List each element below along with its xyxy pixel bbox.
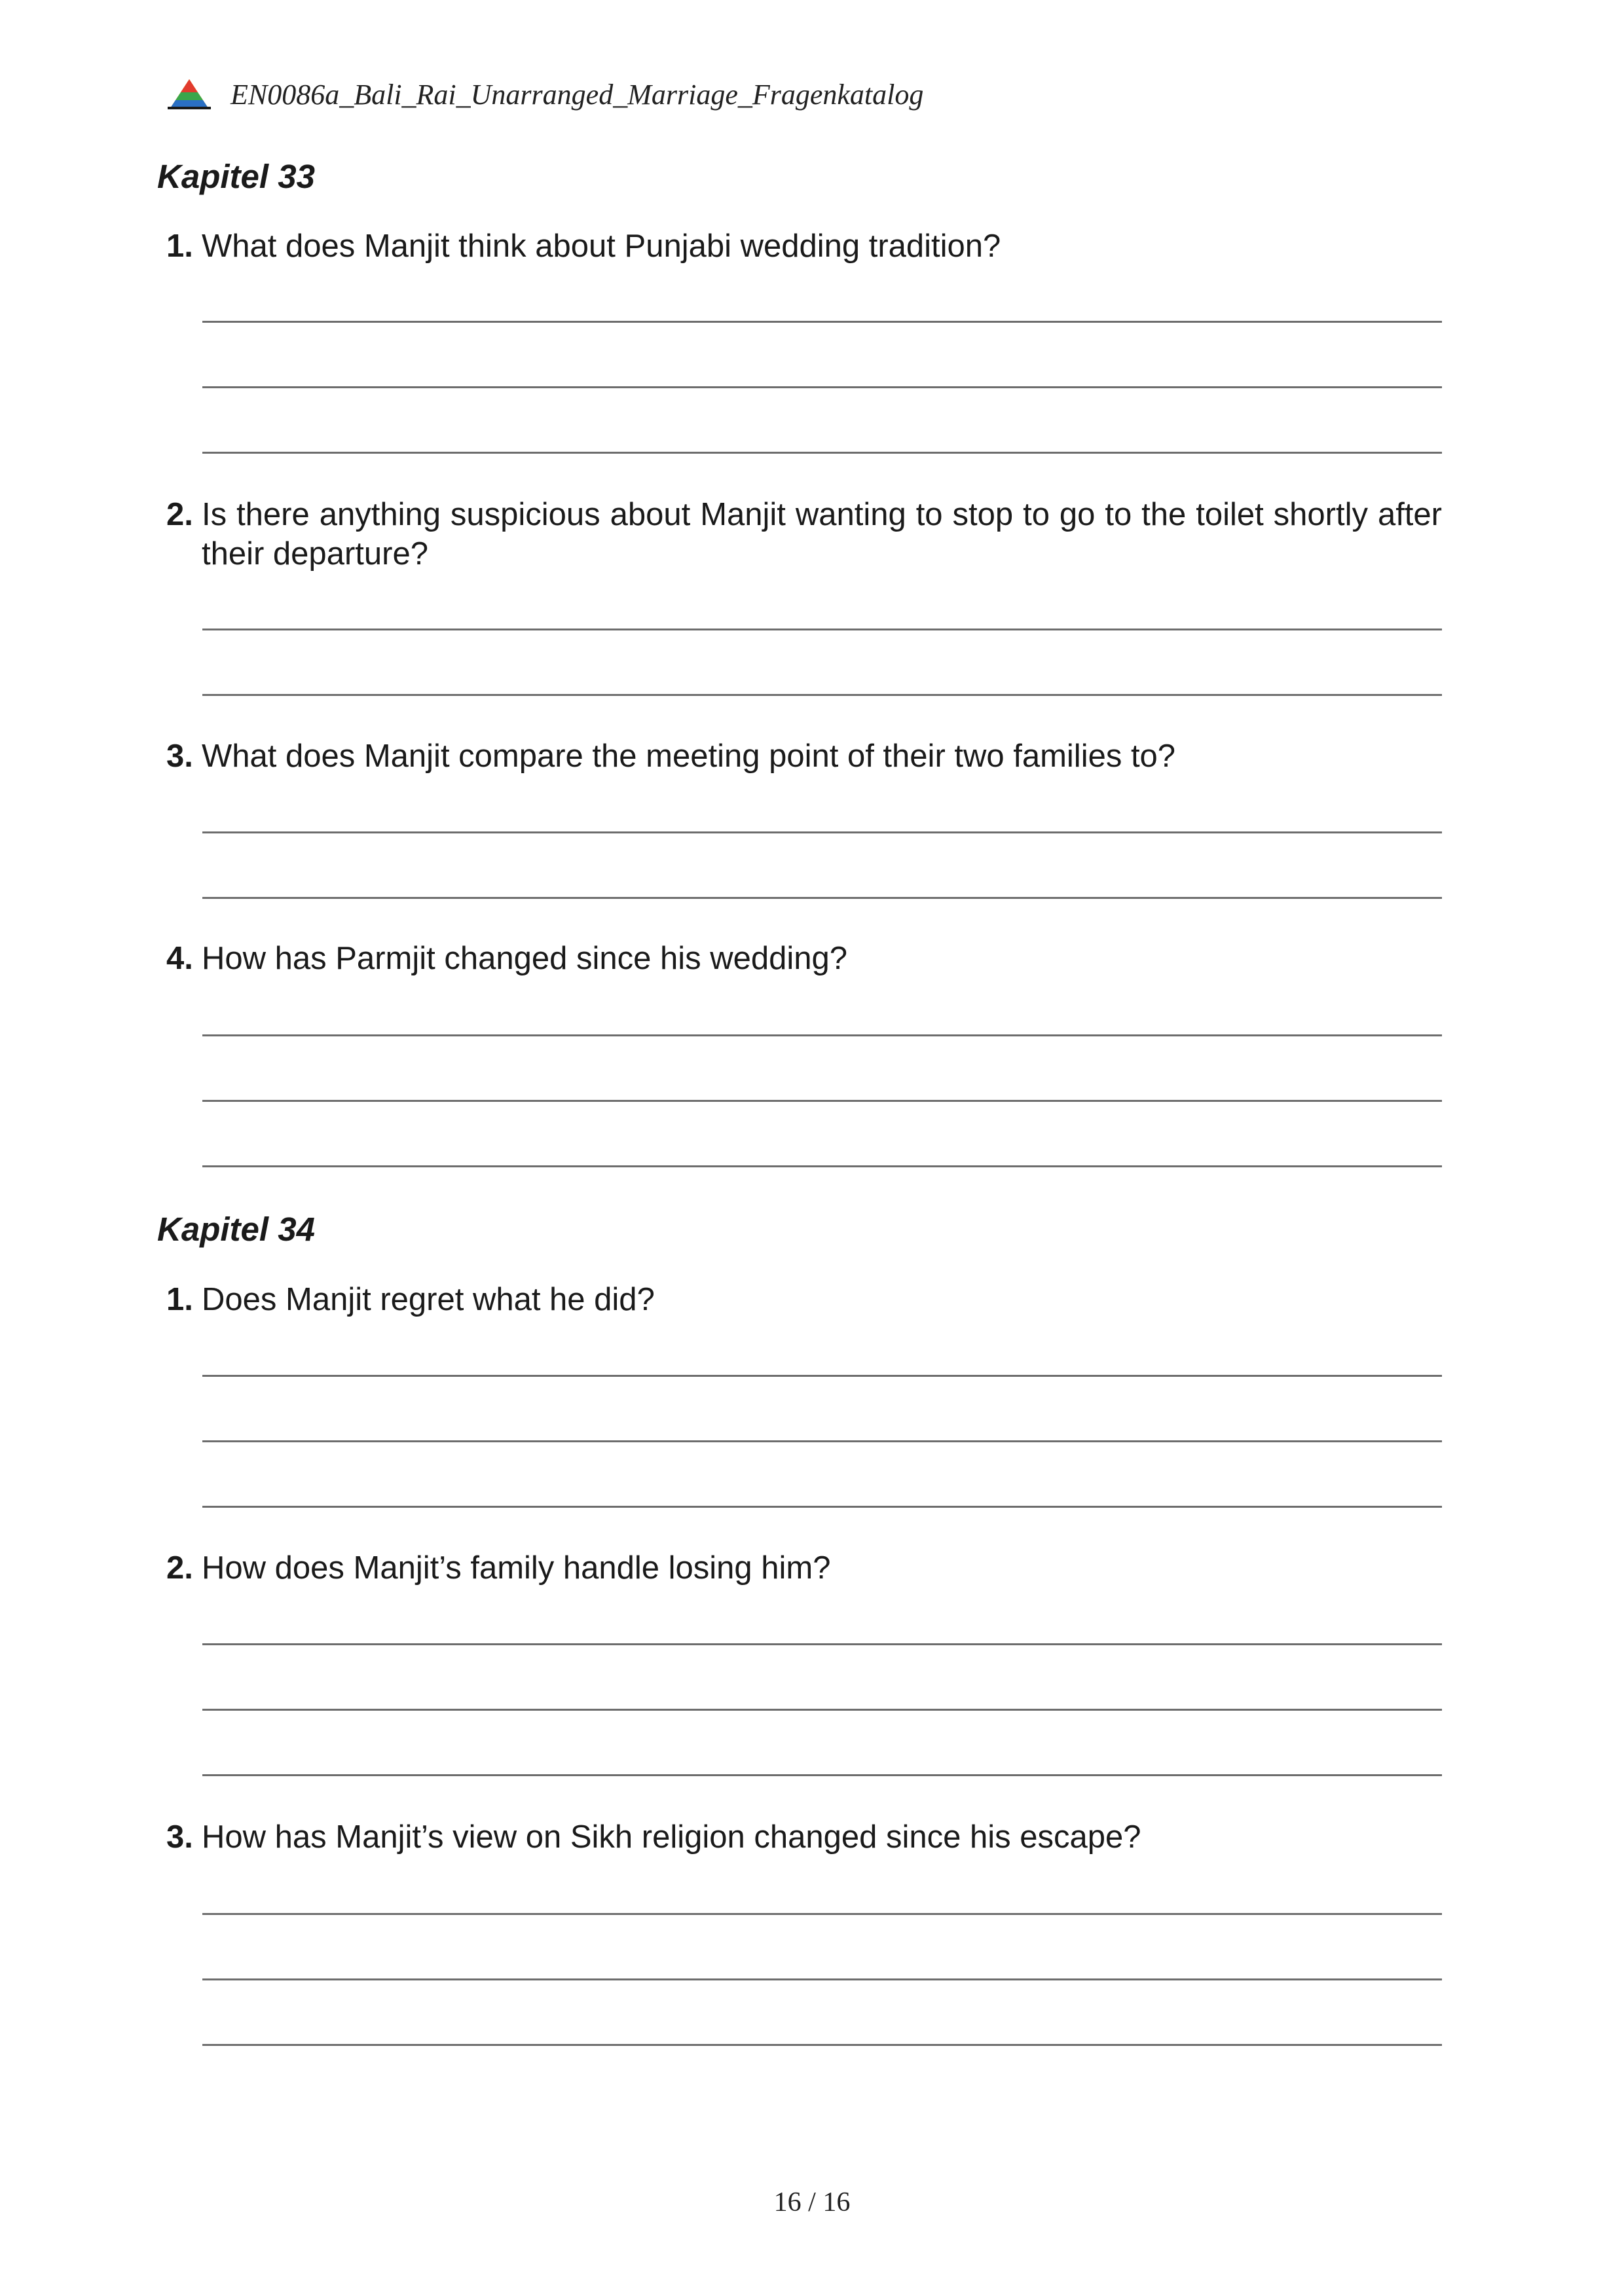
answer-line[interactable] [202,2044,1442,2046]
answer-line[interactable] [202,1978,1442,1980]
question [166,495,1442,574]
question [166,939,1442,978]
answer-line[interactable] [202,1913,1442,1915]
answer-line[interactable] [202,1774,1442,1776]
question [166,1280,1442,1319]
question [166,1817,1442,1857]
document-header [168,73,923,115]
question-number: 1. [166,1282,193,1317]
answer-line[interactable] [202,897,1442,899]
answer-line[interactable] [202,386,1442,388]
answer-line[interactable] [202,694,1442,696]
question-number: 3. [166,1819,193,1855]
question-text: What does Manjit think about Punjabi wedding tradition? [202,228,1001,264]
question-text: Does Manjit regret what he did? [202,1282,655,1317]
question [166,227,1442,266]
question-text: How does Manjit’s family handle losing him? [202,1550,831,1586]
question-number: 2. [166,1550,193,1586]
question-text: How has Manjit’s view on Sikh religion changed since his escape? [202,1819,1141,1855]
answer-line[interactable] [202,321,1442,323]
question [166,1548,1442,1588]
chapter-heading: Kapitel 33 [157,158,315,195]
page-number: 16 / 16 [773,2187,851,2217]
document-title: EN0086a_Bali_Rai_Unarranged_Marriage_Fragenkatalog [231,78,924,111]
question [166,737,1442,776]
answer-line[interactable] [202,1506,1442,1508]
answer-line[interactable] [202,1709,1442,1711]
question-number: 3. [166,738,193,774]
question-text: How has Parmjit changed since his wedding? [202,941,847,976]
answer-line[interactable] [202,452,1442,454]
answer-line[interactable] [202,1643,1442,1645]
question-text: What does Manjit compare the meeting point of their two families to? [202,738,1176,774]
answer-line[interactable] [202,1034,1442,1036]
answer-line[interactable] [202,1375,1442,1377]
question-text: Is there anything suspicious about Manjit wanting to stop to go to the toilet shortly after their departure? [202,497,1442,572]
answer-line[interactable] [202,831,1442,833]
pyramid-logo-icon [168,78,211,111]
question-number: 1. [166,228,193,264]
answer-line[interactable] [202,1440,1442,1442]
answer-line[interactable] [202,1165,1442,1167]
question-number: 4. [166,941,193,976]
question-number: 2. [166,497,193,532]
answer-line[interactable] [202,1100,1442,1102]
chapter-heading: Kapitel 34 [157,1211,315,1248]
answer-line[interactable] [202,629,1442,630]
